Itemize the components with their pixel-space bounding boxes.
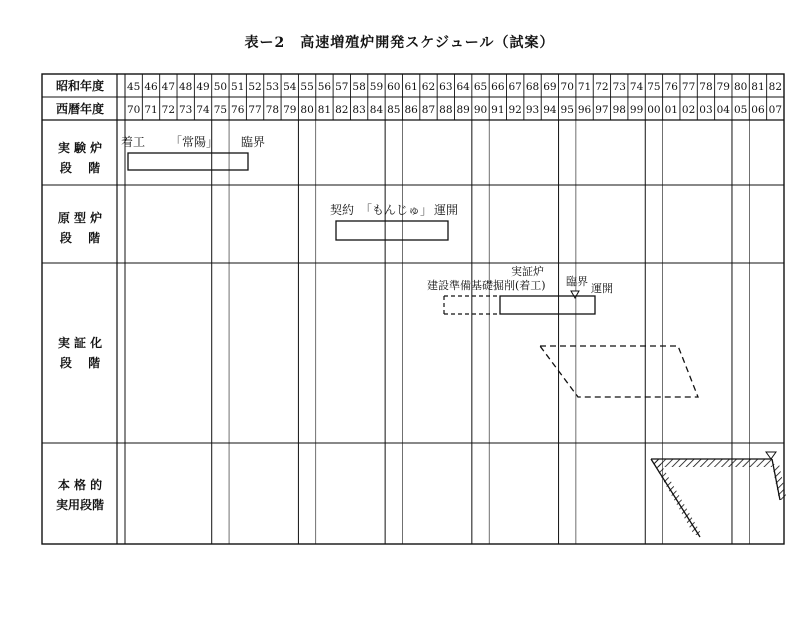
western-year-label: 92	[508, 104, 522, 116]
showa-year-label: 79	[716, 81, 730, 93]
joyo-schedule	[121, 134, 265, 170]
western-year-label: 80	[300, 104, 314, 116]
showa-year-label: 82	[768, 81, 783, 93]
demo-reactor-label: 実証炉	[511, 265, 544, 278]
showa-year-label: 54	[283, 81, 297, 93]
western-year-label: 06	[751, 104, 765, 116]
demo-future-range	[540, 346, 698, 397]
showa-year-label: 59	[369, 81, 384, 93]
western-year-label: 83	[352, 104, 366, 116]
showa-year-label: 55	[300, 81, 314, 93]
showa-year-label: 66	[491, 81, 505, 93]
western-year-label: 95	[560, 104, 574, 116]
western-year-label: 86	[404, 104, 418, 116]
western-year-label: 05	[733, 104, 748, 116]
stage-label-line: 実用段階	[55, 498, 105, 512]
western-year-label: 96	[577, 104, 592, 116]
stage-label-line: 段 階	[59, 161, 101, 175]
western-year-label: 94	[543, 104, 557, 116]
demo-schedule	[427, 264, 698, 397]
stage-label-prototype	[58, 210, 102, 245]
demo-critical-marker	[571, 291, 579, 298]
western-year-label: 99	[629, 104, 644, 116]
western-year-label: 85	[387, 104, 401, 116]
joyo-bar	[128, 153, 248, 170]
stage-label-commercial	[56, 477, 104, 512]
demo-bar	[500, 296, 595, 314]
demo-critical-label: 臨界	[566, 275, 588, 288]
commercial-top-hatch	[651, 459, 772, 467]
western-year-label: 76	[231, 104, 245, 116]
western-year-label: 93	[525, 104, 540, 116]
commercial-marker	[766, 452, 776, 459]
western-year-label: 90	[473, 104, 488, 116]
western-year-label: 01	[664, 104, 678, 116]
monju-operation-label: 運開	[434, 203, 459, 217]
joyo-start-label: 着工	[121, 135, 146, 149]
commercial-schedule	[651, 452, 787, 537]
showa-year-label: 58	[352, 81, 366, 93]
western-year-label: 73	[179, 104, 193, 116]
stage-label-demonstration	[58, 335, 102, 370]
showa-year-label: 57	[335, 81, 349, 93]
showa-year-label: 81	[751, 81, 765, 93]
showa-year-label: 65	[473, 81, 488, 93]
stage-label-line: 実 証 化	[57, 336, 103, 350]
monju-schedule	[330, 202, 458, 240]
showa-year-label: 69	[543, 81, 557, 93]
stage-label-line: 原 型 炉	[57, 211, 103, 225]
showa-year-label: 49	[196, 81, 210, 93]
header-showa-label: 昭和年度	[55, 79, 105, 93]
western-year-label: 70	[126, 104, 141, 116]
western-year-label: 78	[265, 104, 280, 116]
showa-year-label: 72	[595, 81, 609, 93]
western-year-label: 97	[595, 104, 609, 116]
showa-year-label: 63	[439, 81, 453, 93]
western-year-label: 03	[699, 104, 713, 116]
western-year-label: 79	[283, 104, 297, 116]
western-year-label: 04	[716, 104, 730, 116]
showa-year-label: 70	[560, 81, 574, 93]
stage-label-line: 実 験 炉	[57, 141, 103, 155]
monju-bar	[336, 221, 448, 240]
monju-contract-label: 契約	[330, 203, 355, 217]
showa-year-label: 48	[179, 81, 193, 93]
showa-year-label: 64	[456, 81, 470, 93]
stage-label-line: 段 階	[59, 356, 101, 370]
showa-year-label: 52	[248, 81, 262, 93]
showa-year-label: 77	[681, 81, 696, 93]
joyo-name-label: 「常陽」	[170, 135, 219, 149]
header-western-label: 西暦年度	[55, 102, 105, 116]
western-year-label: 82	[335, 104, 349, 116]
showa-year-label: 75	[647, 81, 661, 93]
stage-label-experimental	[58, 140, 102, 175]
showa-year-label: 73	[612, 81, 626, 93]
western-year-label: 02	[681, 104, 696, 116]
commercial-left-line	[651, 459, 700, 537]
joyo-critical-label: 臨界	[241, 135, 266, 149]
western-year-label: 77	[248, 104, 262, 116]
showa-year-label: 53	[265, 81, 280, 93]
showa-year-label: 50	[213, 81, 228, 93]
showa-year-label: 76	[664, 81, 678, 93]
showa-year-label: 56	[317, 81, 332, 93]
western-year-label: 84	[369, 104, 384, 116]
showa-year-label: 45	[126, 81, 141, 93]
showa-year-label: 71	[577, 81, 592, 93]
showa-year-label: 46	[144, 81, 158, 93]
stage-label-line: 本 格 的	[57, 478, 103, 492]
showa-year-label: 62	[421, 81, 436, 93]
western-year-label: 81	[317, 104, 332, 116]
showa-year-label: 67	[508, 81, 522, 93]
page-title: 表ー2 高速増殖炉開発スケジュール（試案）	[244, 35, 555, 51]
demo-prep-label: 建設準備基礎掘削(着工)	[427, 279, 546, 292]
showa-year-label: 61	[404, 81, 418, 93]
western-year-label: 74	[196, 104, 210, 116]
western-year-label: 72	[161, 104, 176, 116]
showa-year-label: 47	[161, 81, 176, 93]
stage-label-line: 段 階	[59, 231, 101, 245]
western-year-label: 88	[439, 104, 453, 116]
western-year-label: 89	[456, 104, 470, 116]
western-year-label: 98	[612, 104, 626, 116]
showa-year-label: 51	[231, 81, 245, 93]
western-year-label: 91	[491, 104, 505, 116]
western-year-label: 07	[768, 104, 783, 116]
showa-year-label: 68	[525, 81, 540, 93]
showa-year-label: 60	[387, 81, 401, 93]
showa-year-label: 78	[699, 81, 713, 93]
western-year-label: 71	[144, 104, 158, 116]
western-year-label: 75	[213, 104, 228, 116]
western-year-label: 87	[421, 104, 436, 116]
western-year-label: 00	[647, 104, 661, 116]
showa-year-label: 74	[629, 81, 644, 93]
showa-year-label: 80	[733, 81, 748, 93]
table-frame	[42, 74, 784, 544]
demo-operation-label: 運開	[591, 282, 613, 295]
monju-name-label: 「もんじゅ」	[360, 203, 433, 217]
